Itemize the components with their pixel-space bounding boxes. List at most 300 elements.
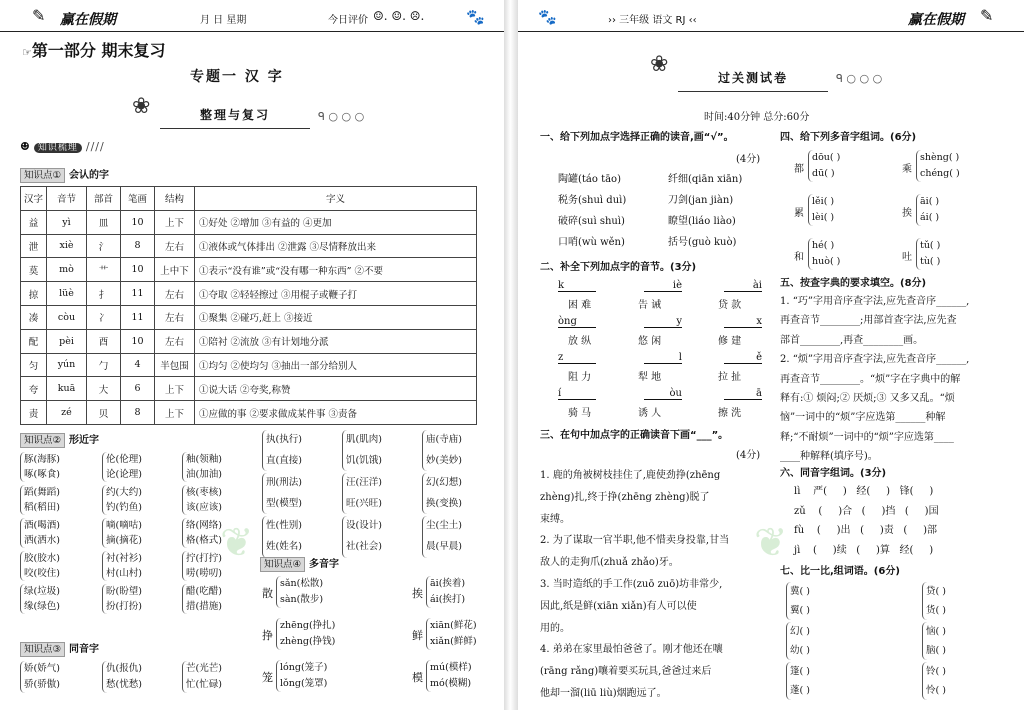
table-cell: 上下 <box>155 377 195 401</box>
similar-word: 拧(打拧) <box>182 551 222 566</box>
kp2-tag: 知识点② <box>20 433 65 448</box>
poly-readings <box>276 618 335 650</box>
q3-line: 敌人的走狗爪(zhuǎ zhǎo)牙。 <box>540 557 679 569</box>
similar-word: 妙(美妙) <box>422 451 462 472</box>
q4-reading: dū( ) <box>812 168 835 179</box>
slash-decoration: //// <box>85 140 105 153</box>
q1-item: 瞭望(liáo liào) <box>668 216 736 227</box>
q3-title: 三、在句中加点字的正确读音下画“___”。 <box>540 430 729 441</box>
kp4-tag: 知识点④ <box>260 557 305 572</box>
q3-line: 束缚。 <box>540 513 570 525</box>
similar-word: 换(变换) <box>422 494 462 515</box>
q5-line: 再查音节________;用部首查字法,应先查 <box>780 315 957 327</box>
table-cell: 责 <box>21 401 47 425</box>
q5-line: 再查音节________。“烦”字在字典中的解 <box>780 373 961 385</box>
table-cell: ①聚集 ②碰巧,赶上 ③接近 <box>195 305 477 329</box>
characters-table <box>20 186 477 425</box>
owl-icon: ☻ <box>20 140 31 153</box>
q2-word: 骑 马 <box>568 408 592 419</box>
q5-line: 释;“不耐烦”一词中的“烦”字应选第____ <box>780 431 954 443</box>
similar-word: 晨(早晨) <box>422 537 462 558</box>
table-cell: 左右 <box>155 305 195 329</box>
table-cell: 半包围 <box>155 353 195 377</box>
q2-pinyin: x <box>724 316 762 328</box>
pencil-mascot-icon: ✎ <box>980 6 994 25</box>
table-cell: lüè <box>47 282 87 306</box>
poly-reading: lóng(笼子) <box>280 662 328 673</box>
similar-word: 约(大约) <box>102 485 142 500</box>
q3-line: 4. 弟弟在家里最怕爸爸了。刚才他还在嚷 <box>540 644 723 656</box>
q1-item: 纤细(qiān xiān) <box>668 174 743 185</box>
table-cell: ①说大话 ②夸奖,称赞 <box>195 377 477 401</box>
similar-word: 油(加油) <box>182 467 222 482</box>
poly-char: 挨 <box>412 587 423 600</box>
poly-readings <box>276 660 327 692</box>
q2-word: 拉 扯 <box>718 372 742 383</box>
q7-word: 篷( ) <box>786 662 810 681</box>
table-cell: 上中下 <box>155 258 195 282</box>
q5-line: 释有:① 烦闷;② 厌烦;③ 又多又乱。“烦 <box>780 393 955 404</box>
q2-pinyin: z <box>558 352 596 364</box>
q3-line: 他却一溜(liū liù)烟跑远了。 <box>540 688 667 699</box>
q2-pinyin: iè <box>644 280 682 292</box>
kp3-title: 同音字 <box>69 644 100 655</box>
table-row <box>21 210 477 234</box>
q4-reading: chéng( ) <box>920 168 960 179</box>
q3-line: 用的。 <box>540 622 570 634</box>
table-cell: ①表示“没有谁”或“没有哪一种东西” ②不要 <box>195 258 477 282</box>
q4-readings <box>916 150 960 182</box>
table-row <box>21 329 477 353</box>
table-row <box>21 305 477 329</box>
time-line: 时间:40分钟 总分:60分 <box>704 112 810 123</box>
pencil-mascot-icon: ✎ <box>32 6 46 25</box>
paw-icon: 🐾 <box>466 8 485 26</box>
date-fields: 月 日 星期 <box>200 15 247 26</box>
similar-col-6 <box>422 430 462 560</box>
table-cell: 夸 <box>21 377 47 401</box>
q2-word: 贷 款 <box>718 300 742 311</box>
similar-col-3 <box>182 452 222 617</box>
q4-reading: huò( ) <box>812 256 841 267</box>
poly-reading: sǎn(松散) <box>280 578 324 589</box>
table-cell: 大 <box>87 377 121 401</box>
similar-word: 幻(幻想) <box>422 473 462 494</box>
similar-word: 蹈(舞蹈) <box>20 485 60 500</box>
q3-line: 因此,纸是鲜(xiān xiǎn)有人可以使 <box>540 600 697 612</box>
table-cell: 11 <box>121 282 155 306</box>
similar-word: 愁(忧愁) <box>102 677 142 693</box>
table-cell: 6 <box>121 377 155 401</box>
q4-char: 乘 <box>902 164 912 175</box>
similar-word: 该(应该) <box>182 500 222 515</box>
q5-line: 部首________,再查________画。 <box>780 334 924 346</box>
q4-reading: lěi( ) <box>812 196 835 207</box>
table-cell: kuā <box>47 377 87 401</box>
similar-word: 姓(姓名) <box>262 537 302 558</box>
q4-reading: ái( ) <box>920 212 940 223</box>
poly-reading: ái(挨打) <box>430 594 466 605</box>
homophone-col-3 <box>182 661 222 695</box>
q7-word: 贷( ) <box>922 582 946 601</box>
q2-pinyin: ài <box>724 280 762 292</box>
poly-reading: sàn(散步) <box>280 594 324 605</box>
q5-line: 1. “巧”字用音序查字法,应先查音序______, <box>780 296 970 307</box>
watermark-leaf-icon: ❦ <box>220 520 254 566</box>
q2-pinyin: k <box>558 280 596 292</box>
table-cell: 贝 <box>87 401 121 425</box>
q3-line: 3. 当时造纸的手工作(zuō zuō)坊非常少, <box>540 579 723 590</box>
similar-word: 络(网络) <box>182 518 222 533</box>
q4-reading: hé( ) <box>812 240 835 251</box>
similar-word: 忙(忙碌) <box>182 677 222 693</box>
q4-title: 四、给下列多音字组词。(6分) <box>780 132 917 143</box>
similar-word: 胶(胶水) <box>20 551 60 566</box>
q7-word: 货( ) <box>922 601 946 620</box>
similar-word: 咬(咬住) <box>20 566 60 581</box>
similar-word: 稻(稻田) <box>20 500 60 515</box>
similar-word: 醋(吃醋) <box>182 584 222 599</box>
table-cell: 掠 <box>21 282 47 306</box>
similar-word: 釉(领釉) <box>182 452 222 467</box>
circles-decoration-icon: ᑫ ○ ○ ○ <box>836 72 883 85</box>
table-cell: 10 <box>121 210 155 234</box>
similar-word: 论(论理) <box>102 467 142 482</box>
q2-pinyin: ā <box>724 388 762 400</box>
table-cell: 10 <box>121 258 155 282</box>
q4-char: 挨 <box>902 208 912 219</box>
poly-readings <box>426 618 477 650</box>
similar-word: 豚(海豚) <box>20 452 60 467</box>
q3-line: (rāng rǎng)嚷着要买玩具,爸爸过来后 <box>540 666 712 678</box>
poly-reading: zhèng(挣钱) <box>280 636 336 647</box>
table-cell: zé <box>47 401 87 425</box>
table-cell: 4 <box>121 353 155 377</box>
q4-reading: dōu( ) <box>812 152 841 163</box>
homophone-col-2 <box>102 661 142 695</box>
similar-col-5 <box>342 430 382 560</box>
table-row <box>21 234 477 258</box>
q2-word: 放 纵 <box>568 336 592 347</box>
q3-line: 1. 鹿的角被树枝挂住了,鹿使劲挣(zhēng <box>540 470 721 481</box>
q2-pinyin: ě <box>724 352 762 364</box>
table-cell: 左右 <box>155 329 195 353</box>
q2-pinyin: y <box>644 316 682 328</box>
header-cell: 字义 <box>195 187 477 211</box>
q4-char: 都 <box>794 164 804 175</box>
q4-readings <box>916 194 939 226</box>
header-cell: 汉字 <box>21 187 47 211</box>
similar-word: 社(社会) <box>342 537 382 558</box>
poly-char: 鲜 <box>412 629 423 642</box>
kp1-title: 会认的字 <box>69 170 110 181</box>
q2-word: 悠 闲 <box>638 336 662 347</box>
table-row <box>21 282 477 306</box>
q5-line: ____种解释(填序号)。 <box>780 451 878 463</box>
q3-score: (4分) <box>736 450 761 461</box>
table-cell: 左右 <box>155 234 195 258</box>
table-cell: 配 <box>21 329 47 353</box>
similar-word: 绿(垃圾) <box>20 584 60 599</box>
kp3-tag: 知识点③ <box>20 642 65 657</box>
kp2-title: 形近字 <box>69 435 100 446</box>
q6-title: 六、同音字组词。(3分) <box>780 468 887 479</box>
q7-word: 怜( ) <box>922 681 946 700</box>
q4-readings <box>808 238 840 270</box>
q7-word: 铃( ) <box>922 662 946 681</box>
q4-reading: tǔ( ) <box>920 240 941 251</box>
left-header <box>0 6 504 32</box>
part-title <box>22 38 165 61</box>
table-row <box>21 377 477 401</box>
q7-word: 恼( ) <box>922 622 946 641</box>
table-cell: 冫 <box>87 305 121 329</box>
header-cell: 部首 <box>87 187 121 211</box>
q1-item: 破碎(suì shuì) <box>558 216 625 227</box>
table-cell: ①均匀 ②使均匀 ③抽出一部分给别人 <box>195 353 477 377</box>
knowledge-badge <box>20 140 105 153</box>
q4-reading: āi( ) <box>920 196 940 207</box>
poly-reading: mú(模样) <box>430 662 472 673</box>
similar-word: 执(执行) <box>262 430 302 451</box>
q2-title: 二、补全下列加点字的音节。(3分) <box>540 262 697 273</box>
poly-readings <box>426 576 465 608</box>
q2-pinyin: òng <box>558 316 596 328</box>
q1-title: 一、给下列加点字选择正确的读音,画“√”。 <box>540 132 734 143</box>
flower-icon: ❀ <box>650 52 669 77</box>
homophone-col-1 <box>20 661 60 695</box>
q4-reading: tù( ) <box>920 256 941 267</box>
q2-word: 诱 人 <box>638 408 662 419</box>
q7-title: 七、比一比,组词语。(6分) <box>780 566 900 577</box>
similar-word: 伦(伦理) <box>102 452 142 467</box>
poly-readings <box>276 576 323 608</box>
similar-word: 摘(摘花) <box>102 533 142 548</box>
grade-info: ›› 三年级 语文 RJ ‹‹ <box>608 15 697 26</box>
poly-char: 挣 <box>262 629 273 642</box>
right-page <box>518 0 1024 710</box>
table-cell: 泄 <box>21 234 47 258</box>
table-cell: 8 <box>121 234 155 258</box>
q4-char: 吐 <box>902 252 912 263</box>
table-cell: còu <box>47 305 87 329</box>
q2-word: 阻 力 <box>568 372 592 383</box>
table-row <box>21 401 477 425</box>
poly-reading: xiǎn(鲜鲜) <box>430 636 477 647</box>
q7-word: 脑( ) <box>922 641 946 660</box>
similar-col-2 <box>102 452 142 617</box>
q6-row: fù ( )出 ( )责 ( )部 <box>794 525 938 536</box>
eval-label: 今日评价 <box>328 15 368 26</box>
similar-word: 娇(娇气) <box>20 661 60 677</box>
header-cell: 结构 <box>155 187 195 211</box>
q3-line: 2. 为了谋取一官半职,他不惜卖身投靠,甘当 <box>540 535 730 547</box>
q2-pinyin: í <box>558 388 596 400</box>
table-row <box>21 353 477 377</box>
flower-icon: ❀ <box>132 94 151 119</box>
table-cell: ①应做的事 ②要求做成某件事 ③责备 <box>195 401 477 425</box>
q6-row: zǔ ( )合 ( )挡 ( )国 <box>794 505 939 517</box>
q6-row: lì 严( ) 经( ) 锋( ) <box>794 486 934 497</box>
q4-readings <box>808 194 834 226</box>
section-banner: 整理与复习 <box>160 103 310 129</box>
q7-word: 冀( ) <box>786 582 810 601</box>
similar-word: 仇(报仇) <box>102 661 142 677</box>
similar-word: 盼(盼望) <box>102 584 142 599</box>
table-cell: 勹 <box>87 353 121 377</box>
table-cell: ①陪衬 ②流放 ③有计划地分派 <box>195 329 477 353</box>
similar-word: 核(枣核) <box>182 485 222 500</box>
table-cell: yún <box>47 353 87 377</box>
circles-decoration-icon: ᑫ ○ ○ ○ <box>318 110 365 123</box>
similar-word: 汪(汪洋) <box>342 473 382 494</box>
q5-line: 恼”一词中的“烦”字应选第______种解 <box>780 412 946 424</box>
similar-col-4 <box>262 430 302 560</box>
q2-pinyin: l <box>644 352 682 364</box>
face-icons: ☺. ☺. ☹. <box>373 9 425 23</box>
q7-word: 蓬( ) <box>786 681 810 700</box>
similar-word: 肌(肌肉) <box>342 430 382 451</box>
q2-pinyin: òu <box>644 388 682 400</box>
table-row <box>21 258 477 282</box>
q4-reading: lèi( ) <box>812 212 835 223</box>
brand-logo: 赢在假期 <box>60 12 116 28</box>
similar-word: 设(设计) <box>342 516 382 537</box>
q1-item: 税务(shuì duì) <box>558 195 627 206</box>
q2-word: 告 诫 <box>638 300 662 311</box>
similar-word: 唠(唠叨) <box>182 566 222 581</box>
q1-item: 口哨(wù wěn) <box>558 237 625 248</box>
similar-word: 骄(骄傲) <box>20 677 60 693</box>
table-cell: ①液体或气体排出 ②泄露 ③尽情释放出来 <box>195 234 477 258</box>
q1-score: (4分) <box>736 154 761 165</box>
q5-title: 五、按查字典的要求填空。(8分) <box>780 278 927 289</box>
table-cell: 酉 <box>87 329 121 353</box>
poly-reading: lǒng(笼罩) <box>280 678 328 689</box>
similar-word: 扮(打扮) <box>102 599 142 614</box>
similar-word: 啄(啄食) <box>20 467 60 482</box>
knowledge-badge-text: 知识梳理 <box>34 143 82 153</box>
q2-word: 修 建 <box>718 336 742 347</box>
similar-word: 饥(饥饿) <box>342 451 382 472</box>
kp3-heading <box>20 640 99 657</box>
similar-word: 刑(刑法) <box>262 473 302 494</box>
topic-title: 专题一 汉 字 <box>190 69 284 85</box>
table-cell: 上下 <box>155 210 195 234</box>
similar-word: 酒(喝酒) <box>20 518 60 533</box>
kp4-heading <box>260 555 339 572</box>
table-cell: mò <box>47 258 87 282</box>
table-cell: ①好处 ②增加 ③有益的 ④更加 <box>195 210 477 234</box>
q4-readings <box>808 150 840 182</box>
q1-item: 刀剑(jan jiàn) <box>668 195 734 206</box>
poly-char: 散 <box>262 587 273 600</box>
q7-word: 幼( ) <box>786 641 810 660</box>
test-banner: 过关测试卷 <box>678 66 828 92</box>
table-cell: 益 <box>21 210 47 234</box>
similar-word: 村(山村) <box>102 566 142 581</box>
table-cell: 皿 <box>87 210 121 234</box>
poly-reading: zhēng(挣扎) <box>280 620 336 631</box>
kp2-heading <box>20 431 99 448</box>
q4-reading: shèng( ) <box>920 152 960 163</box>
table-header-row <box>21 187 477 211</box>
pointer-icon: ☞ <box>22 46 32 59</box>
table-cell: 左右 <box>155 282 195 306</box>
q1-item: 括号(guò kuò) <box>668 237 737 248</box>
table-cell: 莫 <box>21 258 47 282</box>
page-spine <box>504 0 518 710</box>
similar-word: 措(措施) <box>182 599 222 614</box>
table-cell: 10 <box>121 329 155 353</box>
table-cell: 8 <box>121 401 155 425</box>
q7-right-col <box>922 582 946 702</box>
table-cell: 扌 <box>87 282 121 306</box>
q2-word: 犁 地 <box>638 372 662 383</box>
header-cell: 音节 <box>47 187 87 211</box>
similar-word: 性(性别) <box>262 516 302 537</box>
q4-char: 和 <box>794 252 804 263</box>
similar-col-1 <box>20 452 60 617</box>
table-cell: 凑 <box>21 305 47 329</box>
similar-word: 尘(尘土) <box>422 516 462 537</box>
kp1-tag: 知识点① <box>20 168 65 183</box>
similar-word: 旺(兴旺) <box>342 494 382 515</box>
right-header <box>518 6 1024 32</box>
poly-reading: āi(挨着) <box>430 578 466 589</box>
q7-word: 幻( ) <box>786 622 810 641</box>
q3-line: zhèng)扎,终于挣(zhēng zhèng)脱了 <box>540 491 710 503</box>
similar-word: 嘀(嘀咕) <box>102 518 142 533</box>
watermark-leaf-icon: ❦ <box>754 520 788 566</box>
kp4-title: 多音字 <box>309 559 340 570</box>
q2-word: 困 难 <box>568 300 592 311</box>
poly-char: 模 <box>412 671 423 684</box>
table-cell: 匀 <box>21 353 47 377</box>
table-cell: 上下 <box>155 401 195 425</box>
kp1-heading <box>20 166 109 183</box>
similar-word: 钓(钓鱼) <box>102 500 142 515</box>
part-title-text: 第一部分 期末复习 <box>31 41 166 60</box>
similar-word: 型(模型) <box>262 494 302 515</box>
table-cell: yì <box>47 210 87 234</box>
q7-left-col <box>786 582 810 702</box>
similar-word: 衬(衬衫) <box>102 551 142 566</box>
poly-char: 笼 <box>262 671 273 684</box>
table-cell: xiè <box>47 234 87 258</box>
similar-word: 洒(洒水) <box>20 533 60 548</box>
similar-word: 庙(寺庙) <box>422 430 462 451</box>
paw-icon: 🐾 <box>538 8 557 26</box>
q5-line: 2. “烦”字用音序查字法,应先查音序______, <box>780 354 970 366</box>
table-cell: 艹 <box>87 258 121 282</box>
table-cell: ①夺取 ②轻轻擦过 ③用棍子或鞭子打 <box>195 282 477 306</box>
q7-word: 翼( ) <box>786 601 810 620</box>
similar-word: 缘(绿色) <box>20 599 60 614</box>
brand-logo: 赢在假期 <box>908 12 964 28</box>
similar-word: 直(直接) <box>262 451 302 472</box>
poly-reading: mó(模糊) <box>430 678 472 689</box>
q2-word: 擦 洗 <box>718 408 742 419</box>
q1-item: 陶罐(táo tāo) <box>558 174 621 185</box>
poly-reading: xiān(鲜花) <box>430 620 477 631</box>
poly-readings <box>426 660 472 692</box>
q4-char: 累 <box>794 208 804 219</box>
table-cell: pèi <box>47 329 87 353</box>
similar-word: 芒(光芒) <box>182 661 222 677</box>
table-cell: 11 <box>121 305 155 329</box>
header-cell: 笔画 <box>121 187 155 211</box>
